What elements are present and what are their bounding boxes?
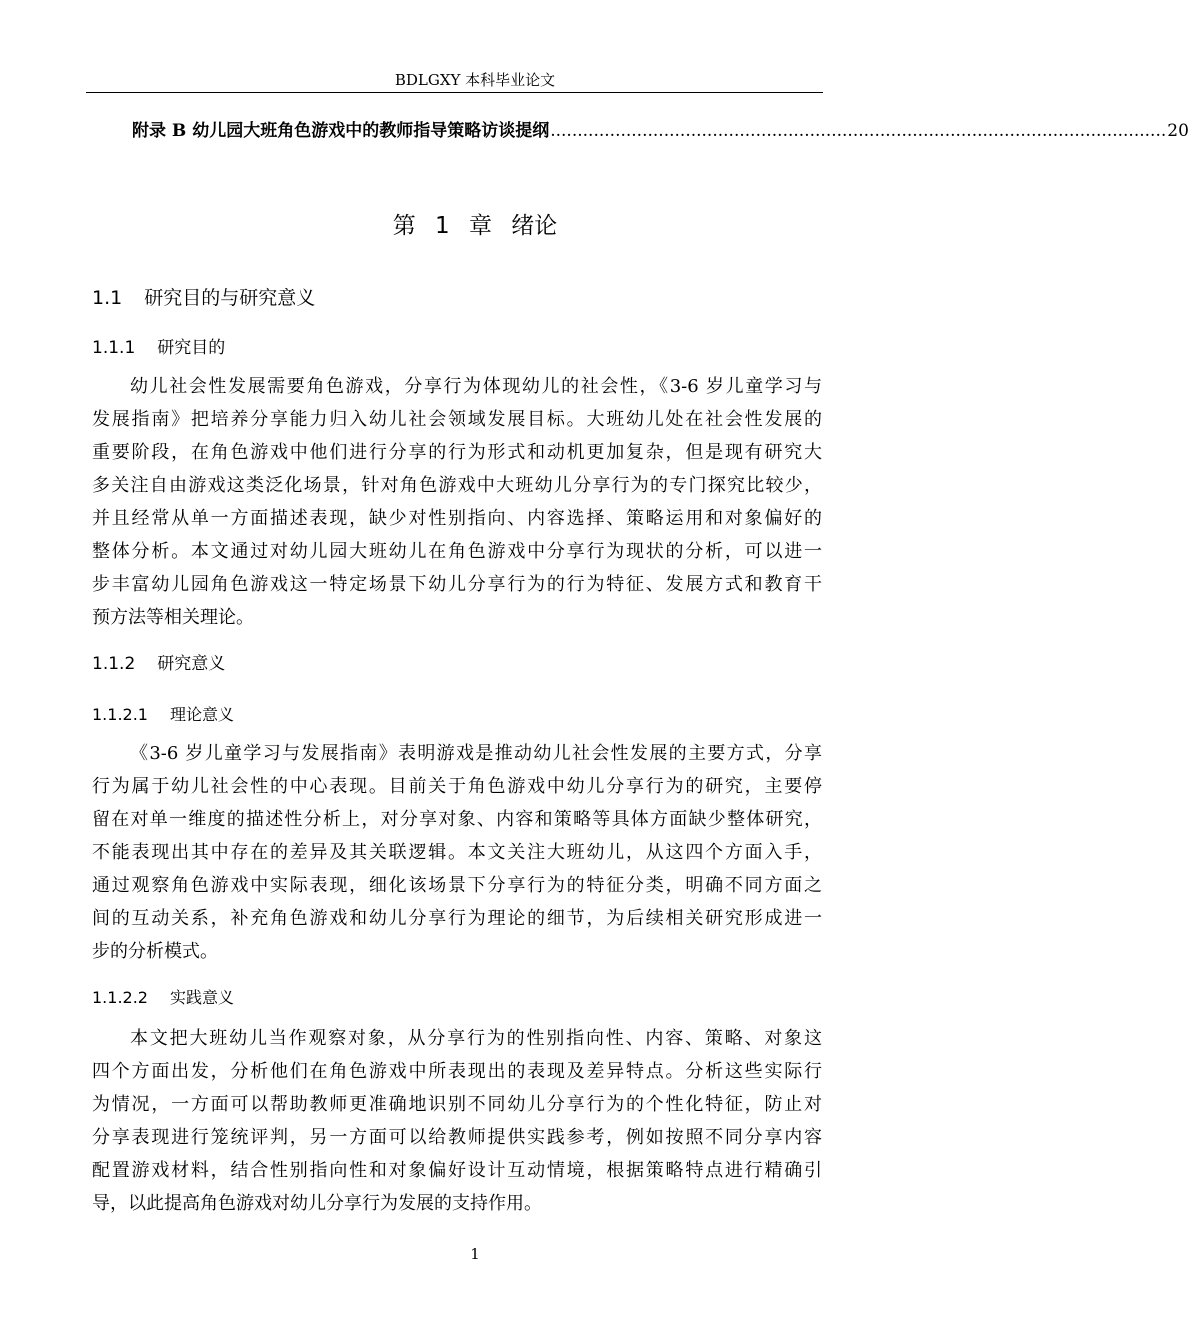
section-heading-1-1-1 xyxy=(92,335,225,361)
page-number: 1 xyxy=(470,1245,480,1263)
text-line: 导，以此提高角色游戏对幼儿分享行为发展的支持作用。 xyxy=(92,1193,542,1214)
text-line: 并且经常从单一方面描述表现，缺少对性别指向、内容选择、策略运用和对象偏好的 xyxy=(92,508,822,529)
text-line: 预方法等相关理论。 xyxy=(92,607,254,628)
text-line: 四个方面出发，分析他们在角色游戏中所表现出的表现及差异特点。分析这些实际行 xyxy=(92,1061,822,1082)
text-line: 步的分析模式。 xyxy=(92,941,218,962)
text-line: 本文把大班幼儿当作观察对象，从分享行为的性别指向性、内容、策略、对象这 xyxy=(130,1028,822,1049)
toc-entry-appendix-b xyxy=(132,118,1189,144)
section-number: 1.1.2.1 xyxy=(92,705,148,724)
section-title: 理论意义 xyxy=(169,705,234,724)
toc-dot-leader: .................................................................................................................. xyxy=(550,121,1167,141)
section-heading-1-1-2-2 xyxy=(92,986,234,1010)
text-line: 分享表现进行笼统评判，另一方面可以给教师提供实践参考，例如按照不同分享内容 xyxy=(92,1127,822,1148)
section-title: 研究目的 xyxy=(157,338,226,358)
paragraph-practical-significance xyxy=(92,1022,822,1220)
section-title: 研究目的与研究意义 xyxy=(144,287,316,309)
section-title: 实践意义 xyxy=(169,988,234,1007)
section-number: 1.1.2.2 xyxy=(92,988,148,1007)
toc-page-number: 20 xyxy=(1167,121,1189,141)
section-number: 1.1.1 xyxy=(92,338,136,358)
text-line: 不能表现出其中存在的差异及其关联逻辑。本文关注大班幼儿，从这四个方面入手， xyxy=(92,842,822,863)
chapter-title: 第 1 章 绪论 xyxy=(392,213,558,239)
paragraph-theoretical-significance xyxy=(92,737,822,968)
section-heading-1-1 xyxy=(92,284,315,312)
text-line: 留在对单一维度的描述性分析上，对分享对象、内容和策略等具体方面缺少整体研究， xyxy=(92,809,822,830)
text-line: 配置游戏材料，结合性别指向性和对象偏好设计互动情境，根据策略特点进行精确引 xyxy=(92,1160,822,1181)
text-line: 为情况，一方面可以帮助教师更准确地识别不同幼儿分享行为的个性化特征，防止对 xyxy=(92,1094,822,1115)
text-line: 发展指南》把培养分享能力归入幼儿社会领域发展目标。大班幼儿处在社会性发展的 xyxy=(92,409,822,430)
toc-entry-label: 附录 B 幼儿园大班角色游戏中的教师指导策略访谈提纲 xyxy=(132,121,550,141)
text-line: 行为属于幼儿社会性的中心表现。目前关于角色游戏中幼儿分享行为的研究，主要停 xyxy=(92,776,822,797)
header-title: BDLGXY 本科毕业论文 xyxy=(394,71,556,89)
section-heading-1-1-2-1 xyxy=(92,703,234,727)
section-title: 研究意义 xyxy=(157,654,226,674)
text-line: 步丰富幼儿园角色游戏这一特定场景下幼儿分享行为的行为特征、发展方式和教育干 xyxy=(92,574,822,595)
text-line: 整体分析。本文通过对幼儿园大班幼儿在角色游戏中分享行为现状的分析，可以进一 xyxy=(92,541,822,562)
text-line: 间的互动关系，补充角色游戏和幼儿分享行为理论的细节，为后续相关研究形成进一 xyxy=(92,908,822,929)
section-number: 1.1.2 xyxy=(92,654,136,674)
section-number: 1.1 xyxy=(92,287,123,309)
text-line: 幼儿社会性发展需要角色游戏，分享行为体现幼儿的社会性，《3-6 岁儿童学习与 xyxy=(130,376,822,397)
text-line: 重要阶段，在角色游戏中他们进行分享的行为形式和动机更加复杂，但是现有研究大 xyxy=(92,442,822,463)
text-line: 通过观察角色游戏中实际表现，细化该场景下分享行为的特征分类，明确不同方面之 xyxy=(92,875,822,896)
text-line: 多关注自由游戏这类泛化场景，针对角色游戏中大班幼儿分享行为的专门探究比较少， xyxy=(92,475,822,496)
header-divider xyxy=(86,92,823,93)
text-line: 《3-6 岁儿童学习与发展指南》表明游戏是推动幼儿社会性发展的主要方式，分享 xyxy=(130,743,822,764)
paragraph-research-purpose xyxy=(92,370,822,634)
section-heading-1-1-2 xyxy=(92,651,225,677)
